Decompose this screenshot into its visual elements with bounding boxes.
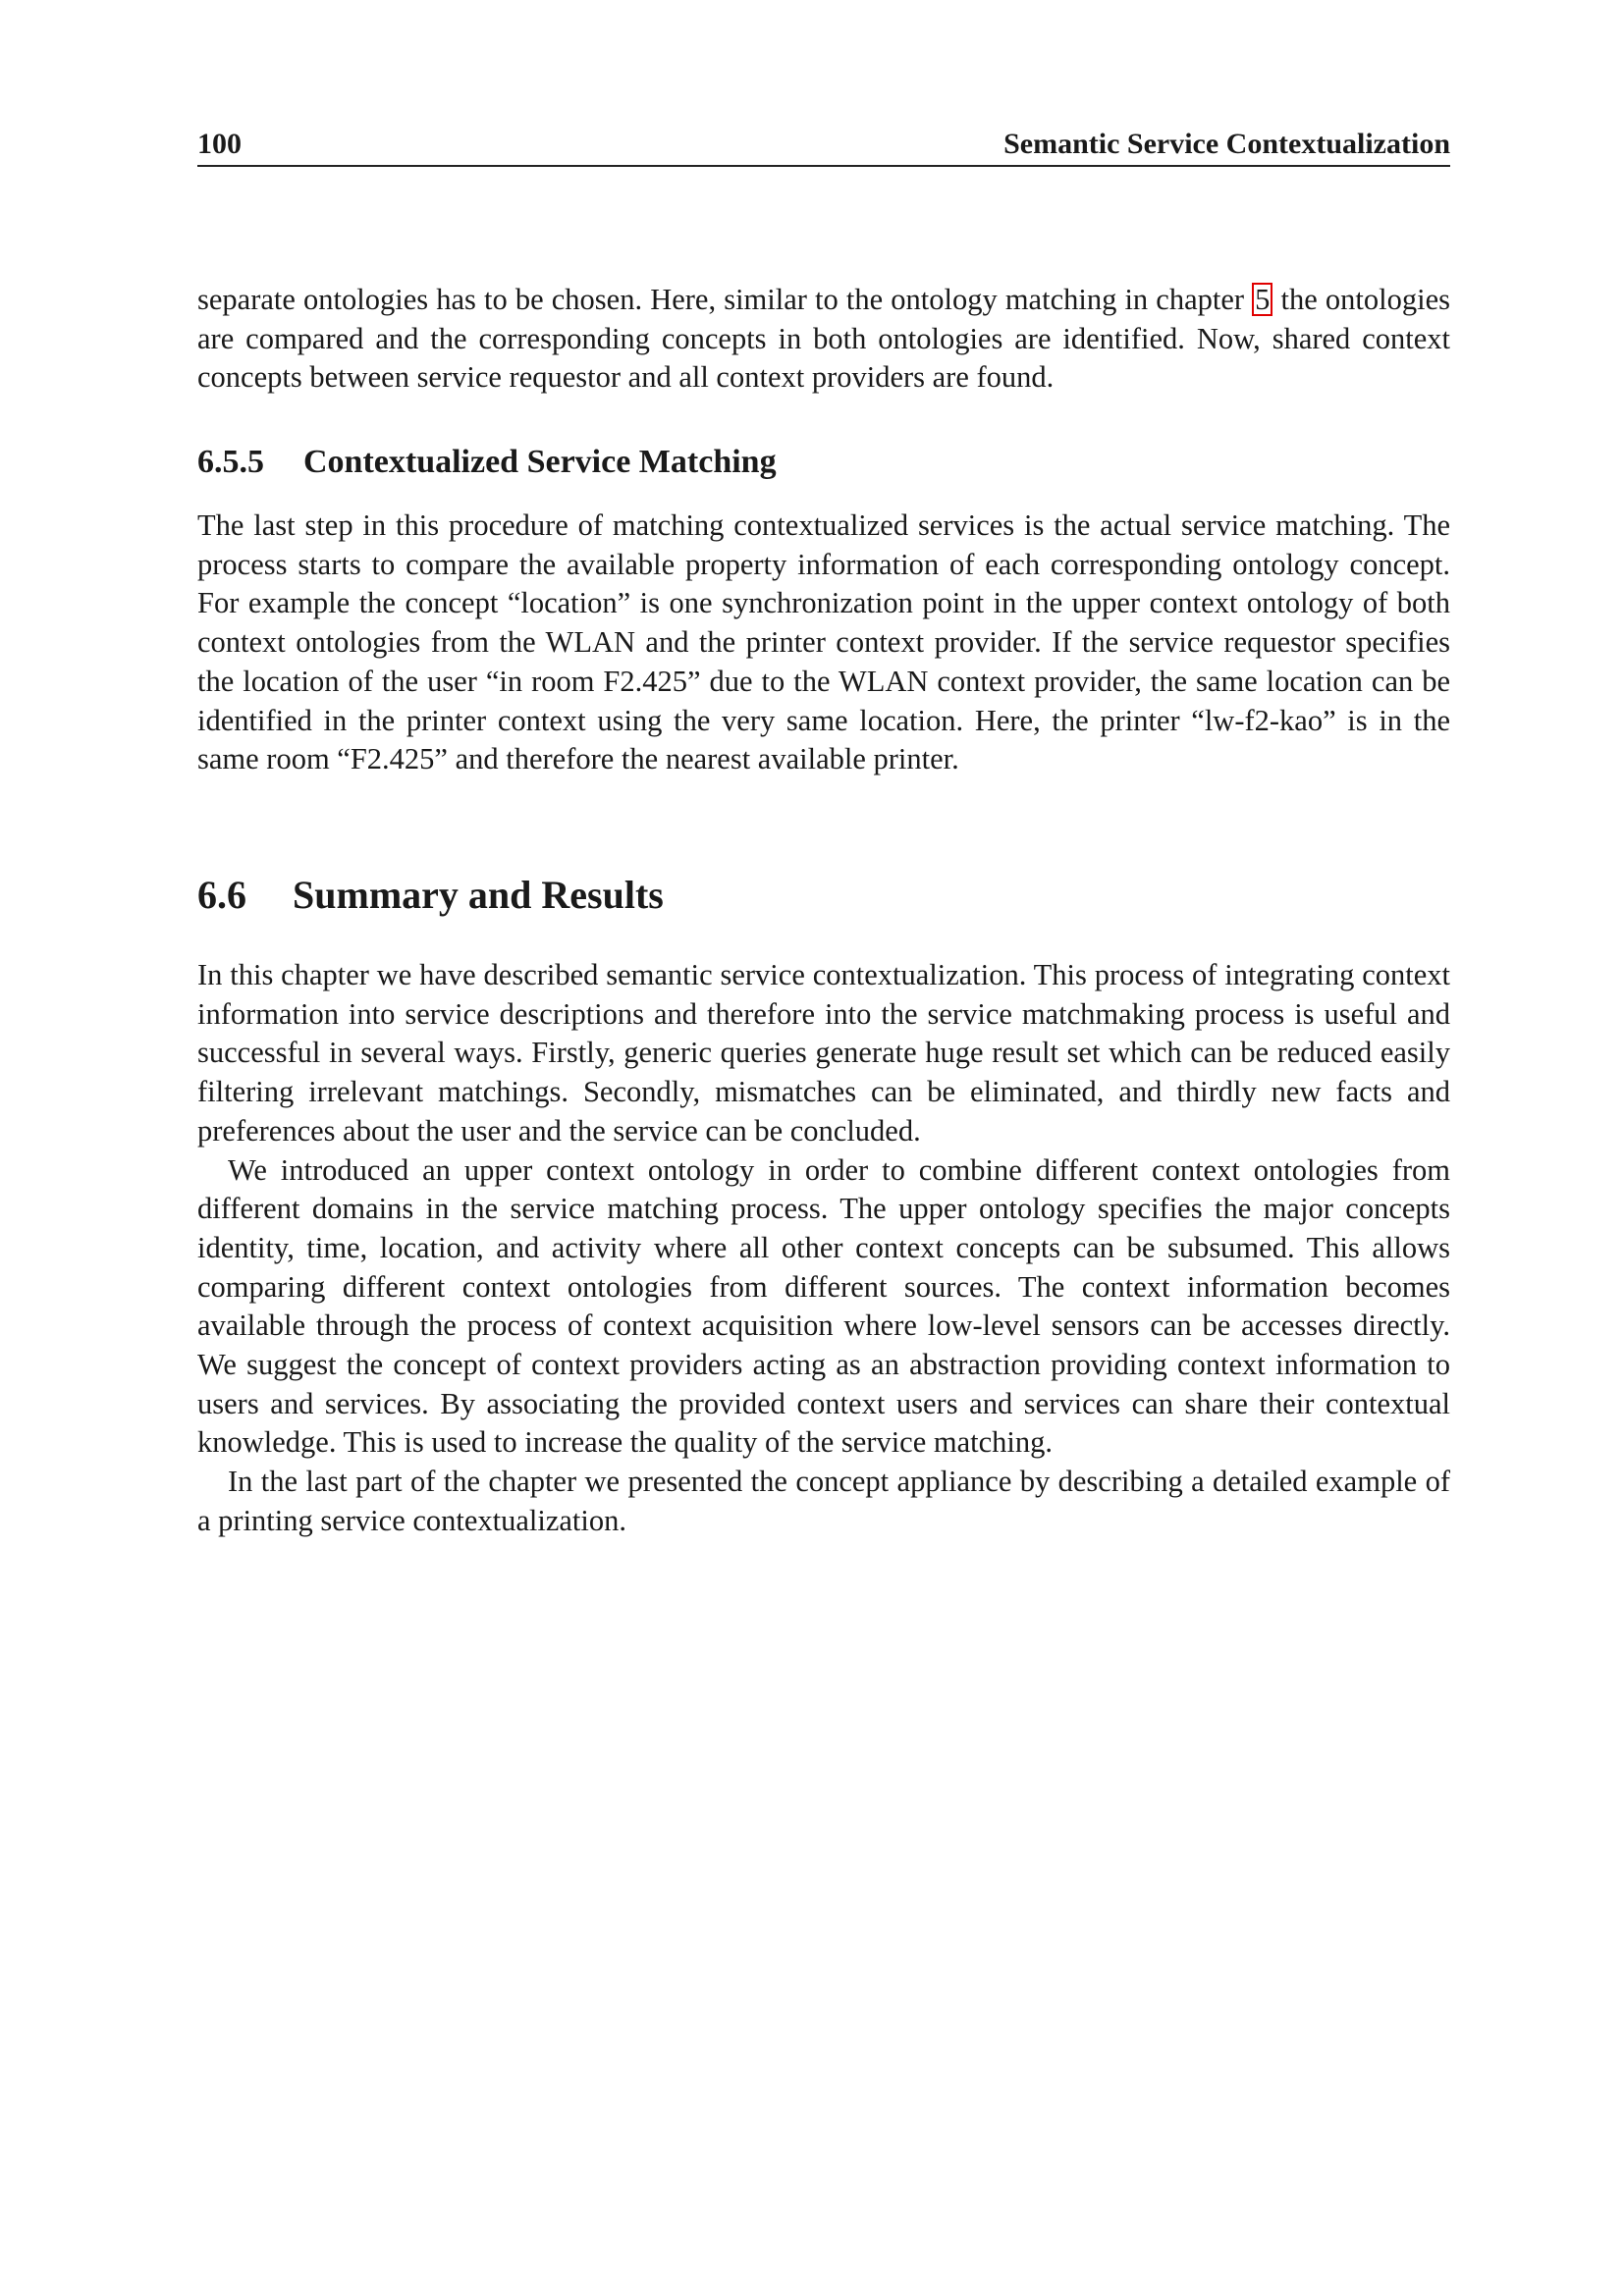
chapter-reference-link[interactable]: 5 xyxy=(1252,283,1272,316)
intro-text-start: separate ontologies has to be chosen. Here, similar to the ontology matching in chapter xyxy=(197,283,1253,316)
section-heading xyxy=(197,872,664,918)
intro-text-end: the ontologies are compared and the corresponding concepts in both ontologies are identified. Now, shared context concepts between service requestor and all context providers are found. xyxy=(197,283,1451,395)
subsection-title: Contextualized Service Matching xyxy=(303,444,777,480)
summary-paragraph-2: We introduced an upper context ontology in order to combine different context ontologies from different domains in the service matching process. The upper ontology specifies the major concepts identity, time, location, and activity where all other context concepts can be subsumed. This allows comparing different context ontologies from different sources. The context information becomes available through the process of context acquisition where low-level sensors can be accesses directly. We suggest the concept of context providers acting as an abstraction providing context information to users and services. By associating the provided context users and services can share their contextual knowledge. This is used to increase the quality of the service matching. xyxy=(197,1152,1450,1460)
section-body xyxy=(197,956,1450,1541)
summary-paragraph-3: In the last part of the chapter we presented the concept appliance by describing a detailed example of a printing service contextualization. xyxy=(197,1465,1450,1537)
intro-block xyxy=(197,281,1450,398)
subsection-paragraph: The last step in this procedure of matching contextualized services is the actual service matching. The process starts to compare the available property information of each corresponding ontology concept. For example the concept “location” is one synchronization point in the upper context ontology of both context ontologies from the WLAN and the printer context provider. If the service requestor specifies the location of the user “in room F2.425” due to the WLAN context provider, the same location can be identified in the printer context using the very same location. Here, the printer “lw-f2-kao” is in the same room “F2.425” and therefore the nearest available printer. xyxy=(197,508,1450,776)
section-number: 6.6 xyxy=(197,873,246,917)
section-title: Summary and Results xyxy=(293,873,664,917)
running-header xyxy=(197,126,1450,167)
subsection-heading xyxy=(197,444,777,481)
summary-paragraph-1: In this chapter we have described semantic service contextualization. This process of integrating context information into service descriptions and therefore into the service matchmaking process is useful and successful in several ways. Firstly, generic queries generate huge result set which can be reduced easily filtering irrelevant matchings. Secondly, mismatches can be eliminated, and thirdly new facts and preferences about the user and the service can be concluded. xyxy=(197,958,1450,1148)
page-number: 100 xyxy=(197,128,242,160)
chapter-title: Semantic Service Contextualization xyxy=(1003,128,1450,160)
subsection-body xyxy=(197,507,1450,779)
subsection-number: 6.5.5 xyxy=(197,444,264,480)
intro-paragraph xyxy=(197,281,1450,398)
